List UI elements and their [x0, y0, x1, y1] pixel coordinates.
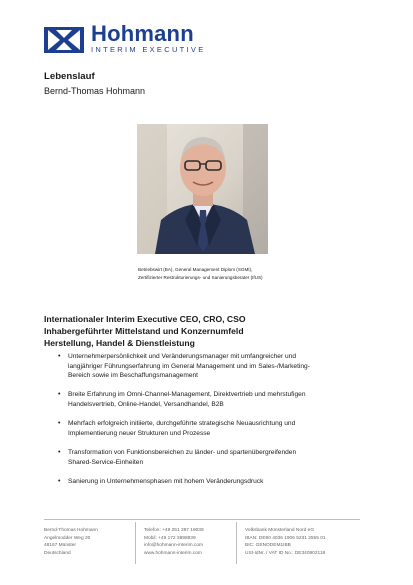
logo-subtitle: INTERIM EXECUTIVE [91, 45, 206, 54]
bullet-line: • Transformation von Funktionsbereichen zu länder- und spartenübergreifenden [68, 448, 297, 456]
headline-line: Herstellung, Handel & Dienstleistung [44, 338, 195, 348]
list-item [58, 419, 388, 438]
footer-website-link[interactable]: www.hohmann-interim.com [144, 550, 202, 556]
list-item [58, 352, 388, 381]
footer-line: Bernd-Thomas Hohmann [44, 528, 98, 533]
experience-list [58, 352, 388, 496]
footer-line: USt-IdNr. / VAT ID No.: DE340802118 [245, 550, 326, 556]
footer-line: Deutschland [44, 550, 71, 556]
headline-line: Internationaler Interim Executive CEO, CRO, CSO [44, 314, 246, 324]
list-item [58, 477, 388, 487]
bullet-line: • Breite Erfahrung im Omni-Channel-Management, Direktvertrieb und mehrstufigen [68, 391, 306, 399]
caption-line: Betriebswirt (BA), General Management Diplom (SGMI), [138, 267, 253, 272]
bullet-line: • Unternehmerpersönlichkeit und Veränderungsmanager mit umfangreicher und [68, 353, 296, 360]
bullet-line: langjähriger Führungserfahrung im General Management und im Sales-/Marketing- [68, 362, 310, 370]
footer-line: Angelmodder Weg 20 [44, 535, 91, 541]
qualifications-caption [138, 266, 378, 281]
bullet-line: • Sanierung in Unternehmensphasen mit hohem Veränderungsdruck [68, 477, 264, 485]
caption-line: Zertifizierter Restrukturierungs- und Sanierungsberater (IfUS) [138, 274, 263, 280]
profile-headline [44, 313, 246, 349]
page-title: Lebenslauf [44, 71, 95, 82]
portrait-photo [137, 124, 268, 254]
list-item [58, 448, 388, 467]
person-name: Bernd-Thomas Hohmann [44, 86, 146, 96]
bullet-line: Shared-Service-Einheiten [68, 458, 144, 466]
footer-line: IBAN: DE90 4036 1906 5231 2555 01 [245, 535, 326, 541]
footer-bank [245, 527, 326, 557]
hohmann-logo-icon [44, 27, 84, 53]
footer-column-divider [236, 522, 237, 564]
bullet-line: • Mehrfach erfolgreich initiierte, durchgeführte strategische Neuausrichtung und [68, 420, 296, 428]
footer-phone[interactable]: Telefon: +49 251 287 19039 [144, 528, 204, 533]
company-logo [44, 21, 206, 55]
footer-address [44, 527, 98, 557]
footer-divider [44, 519, 360, 520]
footer-line: BIC: GENODEM1IBB [245, 543, 291, 549]
list-item [58, 390, 388, 409]
footer-line: Volksbank Münsterland Nord eG [245, 528, 315, 533]
footer-column-divider [135, 522, 136, 564]
bullet-line: Bereich sowie im Beschaffungsmanagement [68, 372, 198, 380]
footer-contact [144, 527, 204, 557]
headline-line: Inhabergeführter Mittelstand und Konzernumfeld [44, 326, 244, 336]
footer-email-link[interactable]: info@hohmann-interim.com [144, 543, 203, 549]
logo-name: Hohmann [91, 21, 194, 46]
bullet-line: Implementierung neuer Strukturen und Prozesse [68, 429, 211, 437]
footer-line: 48167 Münster [44, 543, 76, 549]
footer-mobile[interactable]: Mobil: +49 172 3898939 [144, 535, 196, 541]
bullet-line: Handelsvertrieb, Online-Handel, Versandhandel, B2B [68, 400, 224, 408]
